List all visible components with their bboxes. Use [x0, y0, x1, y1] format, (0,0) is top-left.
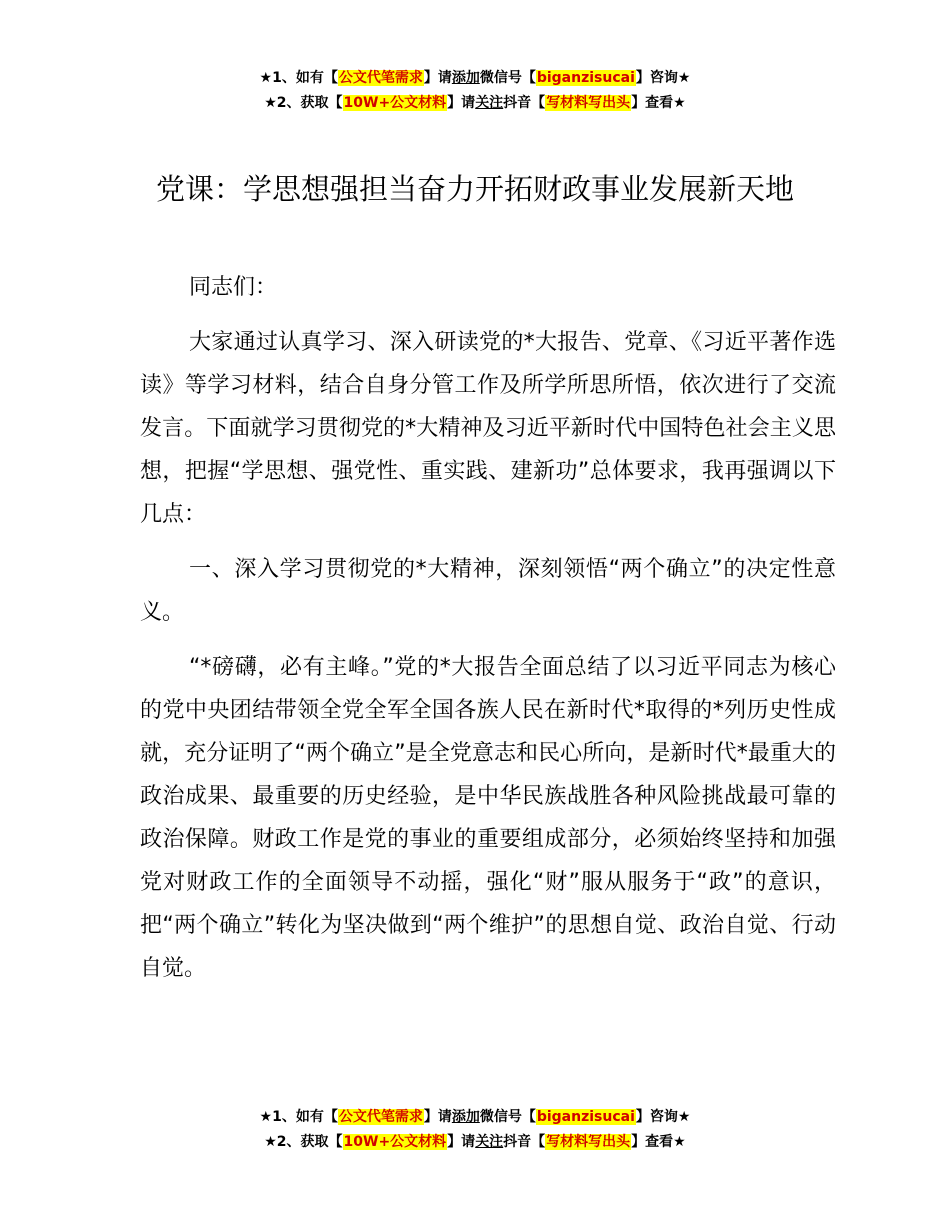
banner-line-1	[0, 1105, 950, 1130]
banner-text: 】请	[447, 95, 476, 111]
underlined-text: 关注	[475, 1134, 504, 1150]
banner-text: ★1、如有【	[259, 70, 338, 86]
highlight-materials: 10W+公文材料	[343, 1134, 447, 1150]
underlined-text: 添加	[451, 1109, 480, 1125]
banner-text: 】请	[423, 1109, 452, 1125]
document-title: 党课：学思想强担当奋力开拓财政事业发展新天地	[155, 172, 794, 206]
highlight-douyin: 写材料写出头	[546, 1134, 631, 1150]
banner-text: ★2、获取【	[264, 95, 343, 111]
banner-text: 】请	[447, 1134, 476, 1150]
banner-text: 抖音【	[503, 1134, 546, 1150]
highlight-douyin: 写材料写出头	[546, 95, 631, 111]
banner-text: 】咨询★	[635, 1109, 691, 1125]
document-body	[140, 266, 836, 1002]
banner-text: 】请	[423, 70, 452, 86]
banner-text: 】咨询★	[635, 70, 691, 86]
paragraph-intro: 大家通过认真学习、深入研读党的*大报告、党章、《习近平著作选读》等学习材料，结合自身分管工作及所学所思所悟，依次进行了交流发言。下面就学习贯彻党的*大精神及习近平新时代中国特色社会主义思想，把握“学思想、强党性、重实践、建新功”总体要求，我再强调以下几点：	[140, 330, 836, 527]
highlight-wechat-id: biganzisucai	[536, 1109, 635, 1125]
section-heading-1: 一、深入学习贯彻党的*大精神，深刻领悟“两个确立”的决定性意义。	[140, 557, 836, 625]
banner-line-2	[0, 91, 950, 116]
banner-text: 】查看★	[631, 95, 686, 111]
paragraph-section-1: “*磅礴，必有主峰。”党的*大报告全面总结了以习近平同志为核心的党中央团结带领全党全军全国各族人民在新时代*取得的*列历史性成就，充分证明了“两个确立”是全党意志和民心所向，是新时代*最重大的政治成果、最重要的历史经验，是中华民族战胜各种风险挑战最可靠的政治保障。财政工作是党的事业的重要组成部分，必须始终坚持和加强党对财政工作的全面领导不动摇，强化“财”服从服务于“政”的意识，把“两个确立”转化为坚决做到“两个维护”的思想自觉、政治自觉、行动自觉。	[140, 655, 836, 981]
banner-text: 抖音【	[503, 95, 546, 111]
highlight-materials: 10W+公文材料	[343, 95, 447, 111]
banner-text: ★2、获取【	[264, 1134, 343, 1150]
banner-text: 】查看★	[631, 1134, 686, 1150]
footer-banner	[0, 1105, 950, 1155]
banner-text: ★1、如有【	[259, 1109, 338, 1125]
banner-line-2	[0, 1130, 950, 1155]
banner-text: 微信号【	[479, 70, 536, 86]
underlined-text: 关注	[475, 95, 504, 111]
salutation: 同志们：	[189, 275, 278, 300]
banner-line-1	[0, 66, 950, 91]
underlined-text: 添加	[451, 70, 480, 86]
highlight-wechat-id: biganzisucai	[536, 70, 635, 86]
header-banner	[0, 66, 950, 116]
highlight-service: 公文代笔需求	[338, 70, 423, 86]
highlight-service: 公文代笔需求	[338, 1109, 423, 1125]
banner-text: 微信号【	[479, 1109, 536, 1125]
